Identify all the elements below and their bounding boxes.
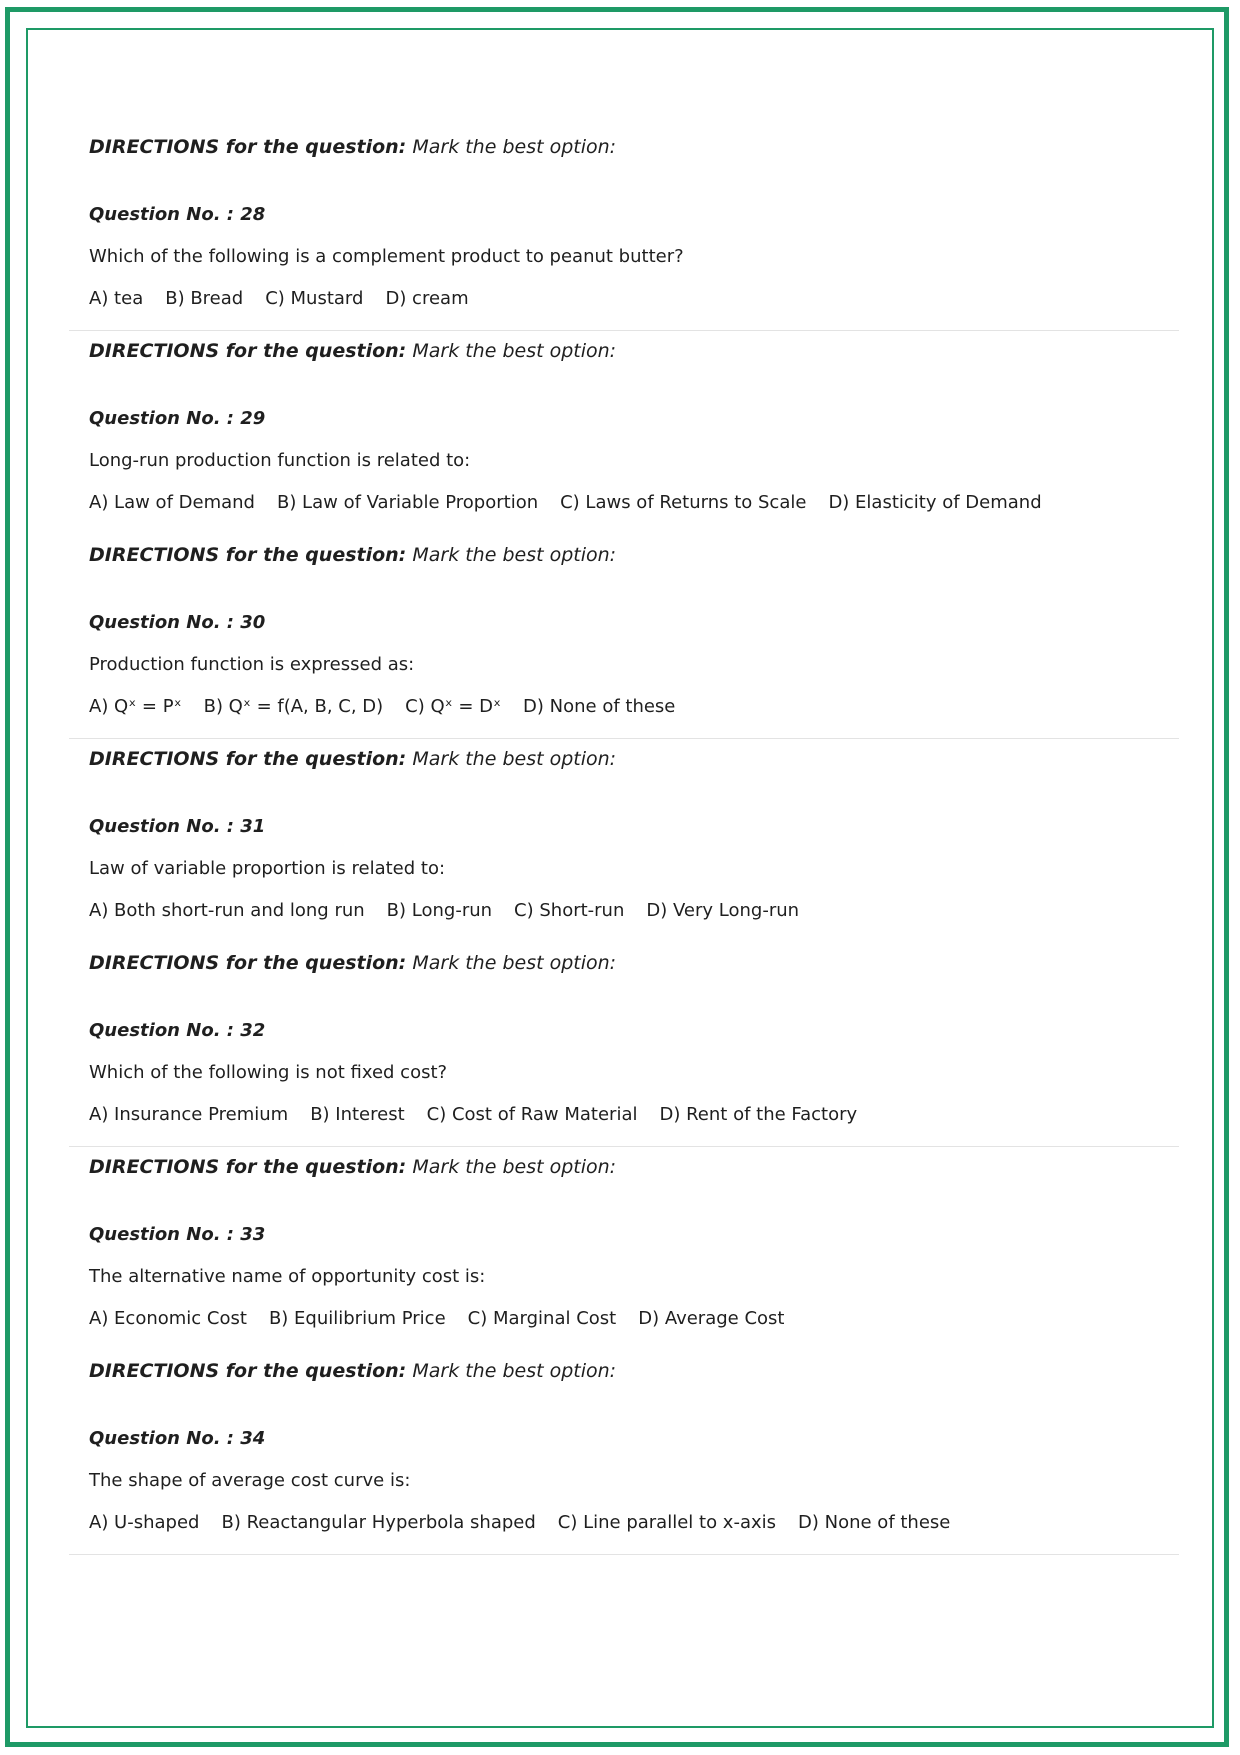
option-b: B) Interest — [310, 1104, 405, 1125]
directions-text: Mark the best option: — [412, 1360, 617, 1382]
option-c: C) Line parallel to x-axis — [557, 1512, 777, 1533]
option-a: A) Insurance Premium — [89, 1104, 289, 1125]
options-row — [89, 696, 697, 717]
directions-line — [89, 340, 616, 362]
question-block-31 — [89, 748, 1179, 952]
question-list — [89, 136, 1179, 1564]
option-a: A) U-shaped — [89, 1512, 200, 1533]
option-b: B) Long-run — [386, 900, 493, 921]
question-text: Which of the following is not fixed cost? — [89, 1062, 448, 1083]
directions-label: DIRECTIONS for the question: — [89, 544, 407, 566]
options-row — [89, 1512, 972, 1533]
options-row — [89, 288, 491, 309]
directions-line — [89, 1360, 616, 1382]
question-text: Long-run production function is related to: — [89, 450, 471, 471]
option-c: C) Laws of Returns to Scale — [560, 492, 807, 513]
question-number: Question No. : 28 — [89, 204, 266, 225]
question-number: Question No. : 29 — [89, 408, 266, 429]
directions-text: Mark the best option: — [412, 952, 617, 974]
directions-line — [89, 952, 616, 974]
directions-text: Mark the best option: — [412, 748, 617, 770]
question-text: Production function is expressed as: — [89, 654, 415, 675]
question-block-29 — [89, 340, 1179, 544]
option-d: D) Rent of the Factory — [659, 1104, 858, 1125]
question-text: The shape of average cost curve is: — [89, 1470, 411, 1491]
option-d: D) cream — [385, 288, 469, 309]
question-block-28 — [89, 136, 1179, 340]
option-a: A) Both short-run and long run — [89, 900, 365, 921]
options-row — [89, 900, 821, 921]
option-b: B) Reactangular Hyperbola shaped — [221, 1512, 536, 1533]
option-d: D) Average Cost — [638, 1308, 785, 1329]
directions-label: DIRECTIONS for the question: — [89, 136, 407, 158]
option-c: C) Marginal Cost — [467, 1308, 617, 1329]
option-c: C) Short-run — [514, 900, 625, 921]
question-block-32 — [89, 952, 1179, 1156]
option-c: C) Cost of Raw Material — [426, 1104, 638, 1125]
option-b: B) Equilibrium Price — [268, 1308, 446, 1329]
option-b: B) Law of Variable Proportion — [276, 492, 539, 513]
directions-text: Mark the best option: — [412, 544, 617, 566]
directions-label: DIRECTIONS for the question: — [89, 1360, 407, 1382]
question-number: Question No. : 32 — [89, 1020, 266, 1041]
option-b: B) Qˣ = f(A, B, C, D) — [203, 696, 384, 717]
option-d: D) None of these — [523, 696, 676, 717]
option-a: A) Law of Demand — [89, 492, 255, 513]
option-c: C) Qˣ = Dˣ — [405, 696, 502, 717]
option-a: A) Economic Cost — [89, 1308, 247, 1329]
question-number: Question No. : 33 — [89, 1224, 266, 1245]
question-number: Question No. : 34 — [89, 1428, 266, 1449]
directions-label: DIRECTIONS for the question: — [89, 748, 407, 770]
options-row — [89, 1104, 879, 1125]
option-d: D) None of these — [798, 1512, 951, 1533]
question-block-30 — [89, 544, 1179, 748]
option-d: D) Very Long-run — [646, 900, 800, 921]
question-block-34 — [89, 1360, 1179, 1564]
question-text: Law of variable proportion is related to: — [89, 858, 446, 879]
directions-text: Mark the best option: — [412, 1156, 617, 1178]
question-block-33 — [89, 1156, 1179, 1360]
directions-line — [89, 544, 616, 566]
options-row — [89, 1308, 806, 1329]
question-text: The alternative name of opportunity cost is: — [89, 1266, 486, 1287]
option-d: D) Elasticity of Demand — [828, 492, 1042, 513]
directions-label: DIRECTIONS for the question: — [89, 952, 407, 974]
directions-line — [89, 136, 616, 158]
option-a: A) Qˣ = Pˣ — [89, 696, 182, 717]
directions-text: Mark the best option: — [412, 340, 617, 362]
directions-line — [89, 748, 616, 770]
question-number: Question No. : 31 — [89, 816, 266, 837]
directions-line — [89, 1156, 616, 1178]
option-c: C) Mustard — [265, 288, 364, 309]
option-b: B) Bread — [165, 288, 244, 309]
question-number: Question No. : 30 — [89, 612, 266, 633]
option-a: A) tea — [89, 288, 144, 309]
options-row — [89, 492, 1064, 513]
directions-label: DIRECTIONS for the question: — [89, 1156, 407, 1178]
directions-text: Mark the best option: — [412, 136, 617, 158]
directions-label: DIRECTIONS for the question: — [89, 340, 407, 362]
question-text: Which of the following is a complement product to peanut butter? — [89, 246, 684, 267]
